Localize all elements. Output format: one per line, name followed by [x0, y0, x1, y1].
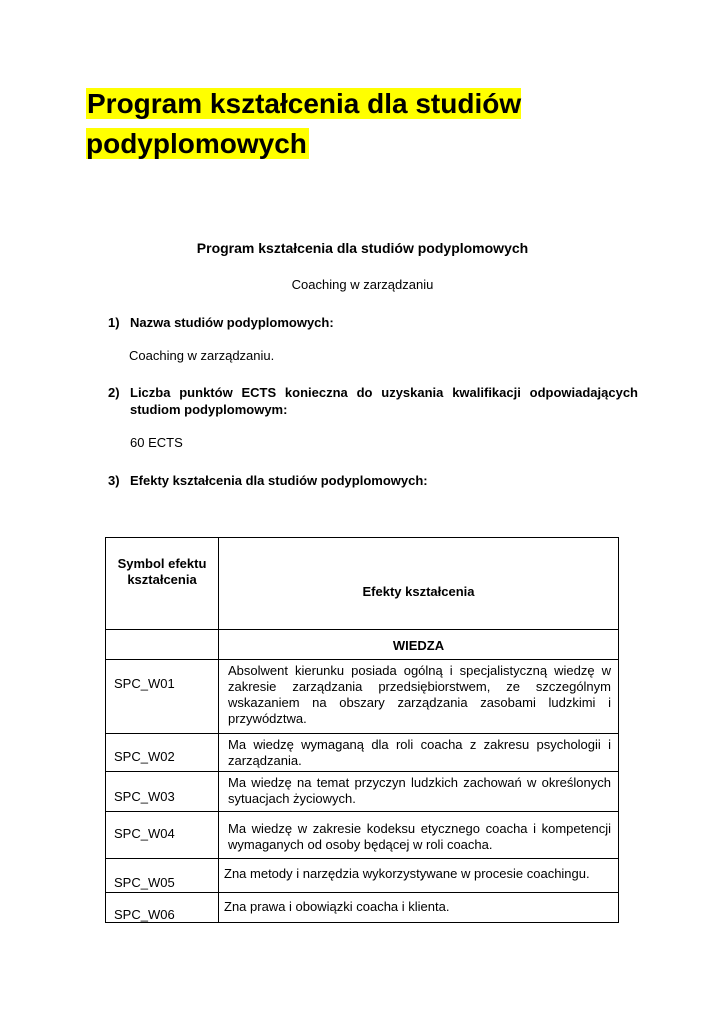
section-2-value: 60 ECTS [130, 435, 183, 450]
outcome-code: SPC_W02 [114, 749, 175, 764]
section-2-heading: Liczba punktów ECTS konieczna do uzyskania kwalifikacji odpowiadających studiom podyplomowym: [130, 385, 638, 417]
effects-header-cell [219, 538, 619, 630]
category-cell [219, 630, 619, 660]
outcome-description: Ma wiedzę w zakresie kodeksu etycznego coacha i kompetencji wymaganych od osoby będącej w roli coacha. [228, 821, 611, 852]
outcome-code: SPC_W04 [114, 826, 175, 841]
table-row [106, 772, 619, 812]
outcome-code: SPC_W06 [114, 907, 175, 922]
outcome-code: SPC_W03 [114, 789, 175, 804]
symbol-header-cell [106, 538, 219, 630]
section-3-heading: Efekty kształcenia dla studiów podyplomowych: [130, 473, 428, 488]
section-1-value: Coaching w zarządzaniu. [129, 348, 275, 363]
table-row [106, 734, 619, 772]
section-3-number: 3) [108, 473, 120, 488]
outcome-description: Ma wiedzę wymaganą dla roli coacha z zakresu psychologii i zarządzania. [228, 737, 611, 768]
description-cell [219, 772, 619, 812]
program-name: Coaching w zarządzaniu [291, 277, 434, 292]
description-cell [219, 859, 619, 893]
symbol-header: Symbol efektu kształcenia [117, 556, 207, 587]
table-header-row [106, 538, 619, 630]
outcome-code: SPC_W01 [114, 676, 175, 691]
section-2-number: 2) [108, 385, 120, 400]
table-row [106, 859, 619, 893]
table-row [106, 660, 619, 734]
effects-header: Efekty kształcenia [362, 584, 475, 599]
category-empty-cell [106, 630, 219, 660]
section-2 [108, 384, 638, 418]
description-cell [219, 660, 619, 734]
outcome-description: Zna prawa i obowiązki coacha i klienta. [224, 899, 450, 914]
document-title-text: Program kształcenia dla studiów podyplomowych [86, 88, 522, 159]
category-row [106, 630, 619, 660]
section-1 [108, 314, 638, 331]
code-cell [106, 660, 219, 734]
code-cell [106, 812, 219, 859]
code-cell [106, 859, 219, 893]
outcome-description: Zna metody i narzędzia wykorzystywane w procesie coachingu. [224, 866, 590, 881]
code-cell [106, 734, 219, 772]
code-cell [106, 772, 219, 812]
description-cell [219, 893, 619, 923]
document-title [86, 84, 556, 164]
section-1-heading: Nazwa studiów podyplomowych: [130, 315, 334, 330]
outcome-description: Absolwent kierunku posiada ogólną i specjalistyczną wiedzę w zakresie zarządzania przedsiębiorstwem, ze szczególnym wskazaniem na obszary zarządzania zasobami ludzkimi i przywództwa. [228, 663, 611, 726]
section-3 [108, 472, 638, 489]
description-cell [219, 812, 619, 859]
outcome-description: Ma wiedzę na temat przyczyn ludzkich zachowań w określonych sytuacjach życiowych. [228, 775, 611, 806]
section-1-number: 1) [108, 315, 120, 330]
outcome-code: SPC_W05 [114, 875, 175, 890]
category-label: WIEDZA [392, 638, 445, 653]
table-row [106, 812, 619, 859]
learning-outcomes-table [105, 537, 619, 923]
description-cell [219, 734, 619, 772]
code-cell [106, 893, 219, 923]
subtitle: Program kształcenia dla studiów podyplomowych [196, 240, 529, 256]
table-row [106, 893, 619, 923]
